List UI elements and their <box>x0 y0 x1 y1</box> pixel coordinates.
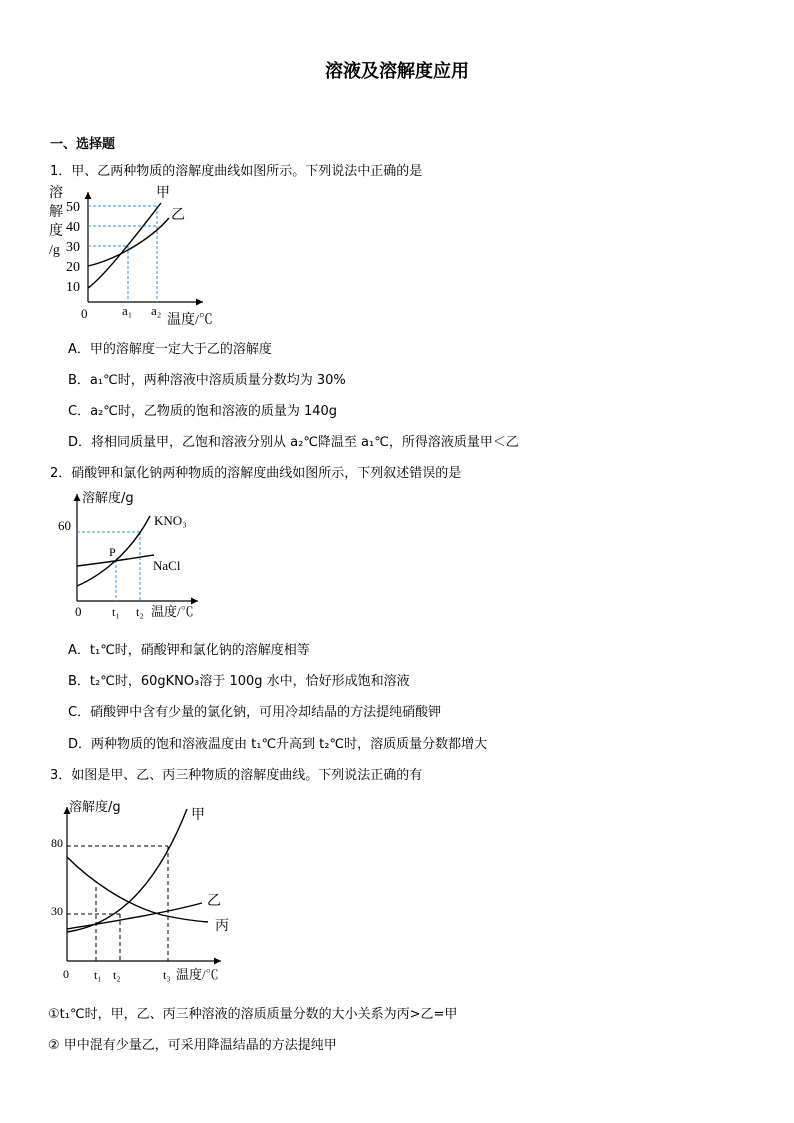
q1-ylabel-char: 解 <box>49 204 63 220</box>
question-2-stem: 2．硝酸钾和氯化钠两种物质的溶解度曲线如图所示，下列叙述错误的是 <box>50 466 462 481</box>
q3-statement-2: ② 甲中混有少量乙，可采用降温结晶的方法提纯甲 <box>48 1038 337 1053</box>
q3-ytick: 30 <box>51 904 63 918</box>
q2-option-b: B．t₂℃时，60gKNO₃溶于 100g 水中，恰好形成饱和溶液 <box>68 674 410 689</box>
q1-option-b: B．a₁℃时，两种溶液中溶质质量分数均为 30% <box>68 373 346 388</box>
q1-ytick: 40 <box>66 220 80 235</box>
page-title: 溶液及溶解度应用 <box>325 61 469 82</box>
q1-solubility-chart <box>45 180 235 330</box>
q1-ylabel-char: 溶 <box>49 185 63 201</box>
q2-ytick: 60 <box>58 518 71 533</box>
q1-origin: 0 <box>81 306 88 321</box>
question-3-stem: 3．如图是甲、乙、丙三种物质的溶解度曲线。下列说法正确的有 <box>50 768 423 783</box>
q3-series-label-yi: 乙 <box>207 893 221 909</box>
q1-ylabel-char: /g <box>49 243 60 258</box>
q1-xtick: a₁ <box>122 303 133 318</box>
q1-series-label-yi: 乙 <box>171 207 185 223</box>
q2-ylabel: 溶解度/g <box>82 491 134 506</box>
q1-series-label-jia: 甲 <box>156 185 170 201</box>
q2-option-d: D．两种物质的饱和溶液温度由 t₁℃升高到 t₂℃时，溶质质量分数都增大 <box>68 737 488 752</box>
q1-ytick: 20 <box>66 260 80 275</box>
q1-option-c: C．a₂℃时，乙物质的饱和溶液的质量为 140g <box>68 404 338 419</box>
q1-xtick: a₂ <box>151 303 162 318</box>
q3-curve-bing <box>67 857 208 922</box>
q3-xtick: t₃ <box>163 968 171 982</box>
q3-ylabel: 溶解度/g <box>69 800 121 815</box>
q2-option-c: C．硝酸钾中含有少量的氯化钠，可用冷却结晶的方法提纯硝酸钾 <box>68 705 442 720</box>
q2-series-label-nacl: NaCl <box>153 558 181 573</box>
q2-option-a: A．t₁℃时，硝酸钾和氯化钠的溶解度相等 <box>68 643 310 658</box>
q1-ylabel-char: 度 <box>49 223 63 239</box>
question-1-stem: 1．甲、乙两种物质的溶解度曲线如图所示。下列说法中正确的是 <box>50 164 423 179</box>
q3-solubility-chart <box>45 795 245 987</box>
q1-ytick: 30 <box>66 240 80 255</box>
q1-ytick: 10 <box>66 280 80 295</box>
q1-xlabel: 温度/℃ <box>167 313 213 328</box>
q3-xtick: t₂ <box>113 968 121 982</box>
q3-xlabel: 温度/℃ <box>176 967 219 982</box>
q3-series-label-bing: 丙 <box>215 918 229 934</box>
q3-origin: 0 <box>63 967 69 981</box>
q3-xtick: t₁ <box>94 968 102 982</box>
q1-ytick: 50 <box>66 200 80 215</box>
q2-xtick: t₁ <box>112 605 120 619</box>
q2-origin: 0 <box>75 604 82 619</box>
q2-xlabel: 温度/℃ <box>151 604 194 619</box>
q2-xtick: t₂ <box>136 605 144 619</box>
section-heading: 一、选择题 <box>50 137 116 152</box>
q2-solubility-chart <box>50 488 220 628</box>
q1-option-a: A．甲的溶解度一定大于乙的溶解度 <box>68 342 272 357</box>
q3-statement-1: ①t₁℃时，甲，乙、丙三种溶液的溶质质量分数的大小关系为丙>乙=甲 <box>48 1007 458 1022</box>
q2-intersection-label: P <box>109 545 116 559</box>
q2-series-label-kno3: KNO₃ <box>154 513 187 528</box>
q1-option-d: D．将相同质量甲，乙饱和溶液分别从 a₂℃降温至 a₁℃，所得溶液质量甲＜乙 <box>68 435 519 450</box>
q3-curve-yi <box>67 903 202 929</box>
q3-ytick: 80 <box>51 836 63 850</box>
q3-guide-lines <box>67 846 168 961</box>
q3-series-label-jia: 甲 <box>191 807 205 823</box>
